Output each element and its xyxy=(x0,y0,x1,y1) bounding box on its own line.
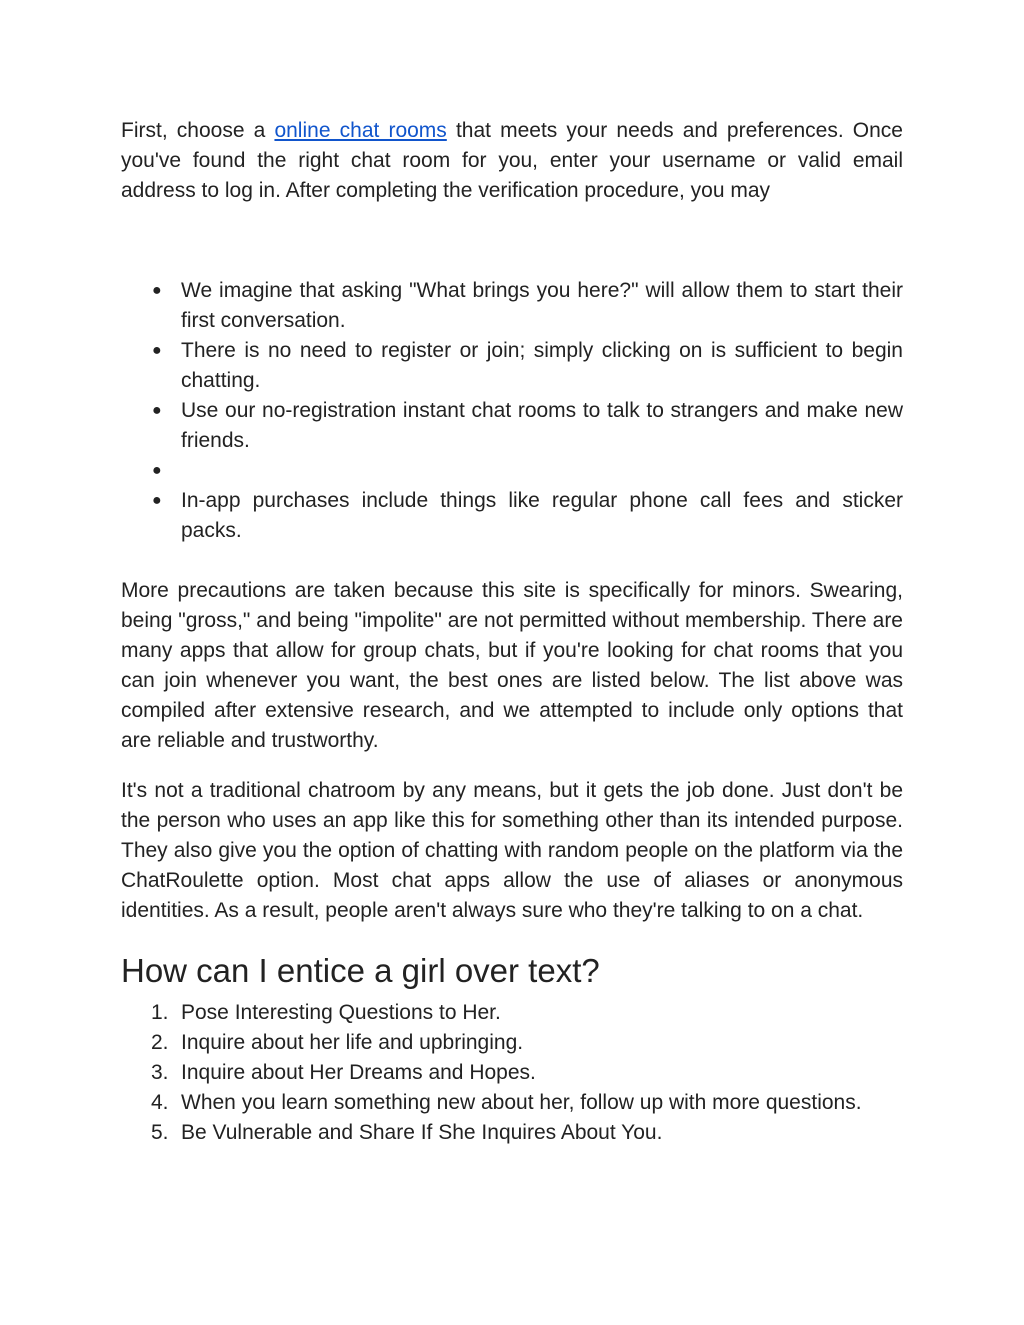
list-item xyxy=(121,1058,903,1088)
bullet-text: Use our no-registration instant chat rooms to talk to strangers and make new friends. xyxy=(181,399,903,452)
list-number: 1. xyxy=(151,1001,169,1024)
list-number: 3. xyxy=(151,1061,169,1084)
numbered-list xyxy=(121,998,903,1148)
bullet-marker: ● xyxy=(152,282,162,299)
bullet-item-empty xyxy=(121,456,903,486)
list-item-text: Be Vulnerable and Share If She Inquires About You. xyxy=(181,1121,663,1144)
list-item-text: Pose Interesting Questions to Her. xyxy=(181,1001,501,1024)
precautions-paragraph: More precautions are taken because this site is specifically for minors. Swearing, being "gross," and being "impolite" are not permitted without membership. There are many apps that allow for group chats, but if you're looking for chat rooms that you can join whenever you want, the best ones are listed below. The list above was compiled after extensive research, and we attempted to include only options that are reliable and trustworthy. xyxy=(121,579,903,752)
list-item-text: When you learn something new about her, follow up with more questions. xyxy=(181,1091,862,1114)
bullet-list xyxy=(121,276,903,546)
intro-text-before-link: First, choose a xyxy=(121,119,275,142)
document-page xyxy=(121,116,903,1148)
chatroom-paragraph: It's not a traditional chatroom by any means, but it gets the job done. Just don't be the person who uses an app like this for something other than its intended purpose. They also give you the option of chatting with random people on the platform via the ChatRoulette option. Most chat apps allow the use of aliases or anonymous identities. As a result, people aren't always sure who they're talking to on a chat. xyxy=(121,779,903,922)
bullet-item xyxy=(121,486,903,546)
list-number: 4. xyxy=(151,1091,169,1114)
section-heading: How can I entice a girl over text? xyxy=(121,952,600,989)
blank-space xyxy=(121,206,903,276)
intro-paragraph xyxy=(121,116,903,206)
list-item xyxy=(121,1088,903,1118)
bullet-item xyxy=(121,396,903,456)
bullet-item xyxy=(121,276,903,336)
bullet-text: In-app purchases include things like regular phone call fees and sticker packs. xyxy=(181,489,903,542)
list-item xyxy=(121,998,903,1028)
list-number: 2. xyxy=(151,1031,169,1054)
list-item xyxy=(121,1028,903,1058)
list-item-text: Inquire about Her Dreams and Hopes. xyxy=(181,1061,536,1084)
list-item-text: Inquire about her life and upbringing. xyxy=(181,1031,524,1054)
bullet-marker: ● xyxy=(152,402,162,419)
intro-text-after-link: that meets your needs and preferences. Once you've found the right chat room for you, enter your username or valid email address to log in. After completing the verification procedure, you may xyxy=(121,119,903,202)
bullet-marker: ● xyxy=(152,342,162,359)
bullet-marker: ● xyxy=(152,492,162,509)
list-number: 5. xyxy=(151,1121,169,1144)
bullet-text: We imagine that asking "What brings you here?" will allow them to start their first conversation. xyxy=(181,279,903,332)
bullet-item xyxy=(121,336,903,396)
bullet-text: There is no need to register or join; simply clicking on is sufficient to begin chatting. xyxy=(181,339,903,392)
list-item xyxy=(121,1118,903,1148)
bullet-marker: ● xyxy=(152,462,162,479)
online-chat-rooms-link[interactable]: online chat rooms xyxy=(274,119,447,142)
